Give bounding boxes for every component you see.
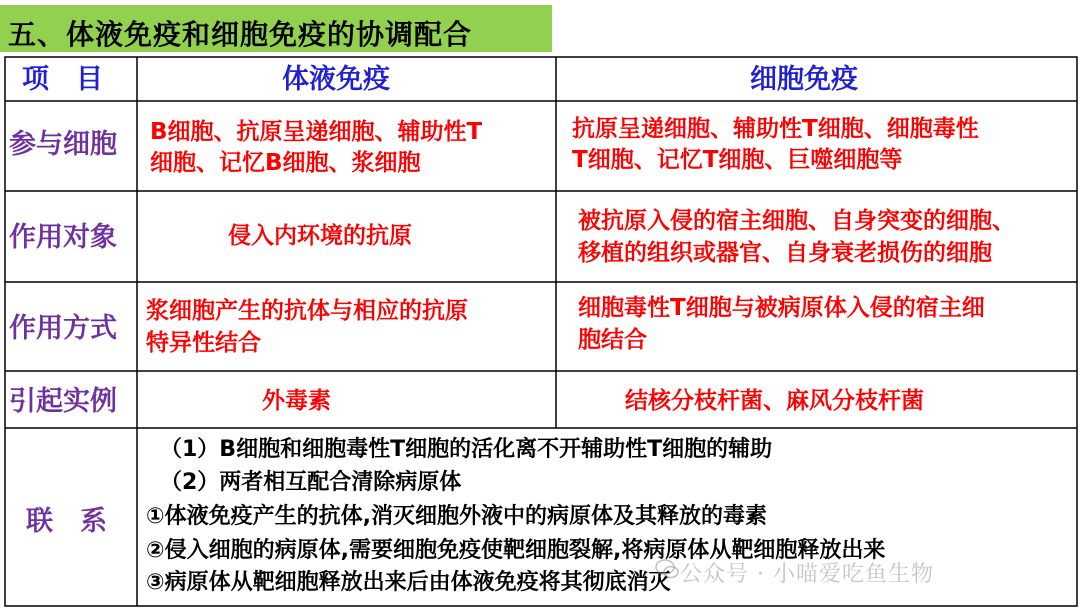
cellular-method-line: 细胞毒性T细胞与被病原体入侵的宿主细 bbox=[578, 295, 985, 321]
wechat-icon bbox=[655, 558, 679, 580]
relation-line: ③病原体从靶细胞释放出来后由体液免疫将其彻底消灭 bbox=[146, 570, 671, 595]
watermark: 公众号 · 小喵爱吃鱼生物 bbox=[680, 562, 934, 587]
relation-line: （2）两者相互配合清除病原体 bbox=[160, 470, 462, 495]
header-cellular: 细胞免疫 bbox=[750, 64, 858, 95]
cellular-target-line: 被抗原入侵的宿主细胞、自身突变的细胞、 bbox=[578, 208, 1015, 234]
relation-line: ①体液免疫产生的抗体,消灭细胞外液中的病原体及其释放的毒素 bbox=[146, 504, 767, 529]
humoral-method-line: 浆细胞产生的抗体与相应的抗原 bbox=[146, 298, 468, 324]
header-item: 项 目 bbox=[22, 64, 103, 95]
row-label-cells: 参与细胞 bbox=[9, 129, 117, 160]
row-label-example: 引起实例 bbox=[9, 386, 117, 417]
relation-line: ②侵入细胞的病原体,需要细胞免疫使靶细胞裂解,将病原体从靶细胞释放出来 bbox=[146, 538, 886, 563]
humoral-method-line: 特异性结合 bbox=[146, 330, 261, 356]
humoral-example: 外毒素 bbox=[262, 388, 331, 414]
row-label-method: 作用方式 bbox=[9, 313, 117, 344]
humoral-cells-line: B细胞、抗原呈递细胞、辅助性T bbox=[150, 119, 483, 145]
cellular-method-line: 胞结合 bbox=[578, 327, 647, 353]
humoral-target-line: 侵入内环境的抗原 bbox=[228, 223, 412, 249]
row-label-target: 作用对象 bbox=[9, 222, 117, 253]
cellular-target-line: 移植的组织或器官、自身衰老损伤的细胞 bbox=[578, 240, 992, 266]
header-humoral: 体液免疫 bbox=[282, 64, 390, 95]
cellular-cells-line: 抗原呈递细胞、辅助性T细胞、细胞毒性 bbox=[572, 116, 979, 142]
page-title: 五、体液免疫和细胞免疫的协调配合 bbox=[8, 18, 473, 51]
cellular-example: 结核分枝杆菌、麻风分枝杆菌 bbox=[625, 388, 924, 414]
cellular-cells-line: T细胞、记忆T细胞、巨噬细胞等 bbox=[572, 147, 903, 173]
humoral-cells-line: 细胞、记忆B细胞、浆细胞 bbox=[150, 150, 421, 176]
row-label-relation: 联 系 bbox=[26, 506, 107, 537]
relation-line: （1）B细胞和细胞毒性T细胞的活化离不开辅助性T细胞的辅助 bbox=[160, 437, 773, 462]
